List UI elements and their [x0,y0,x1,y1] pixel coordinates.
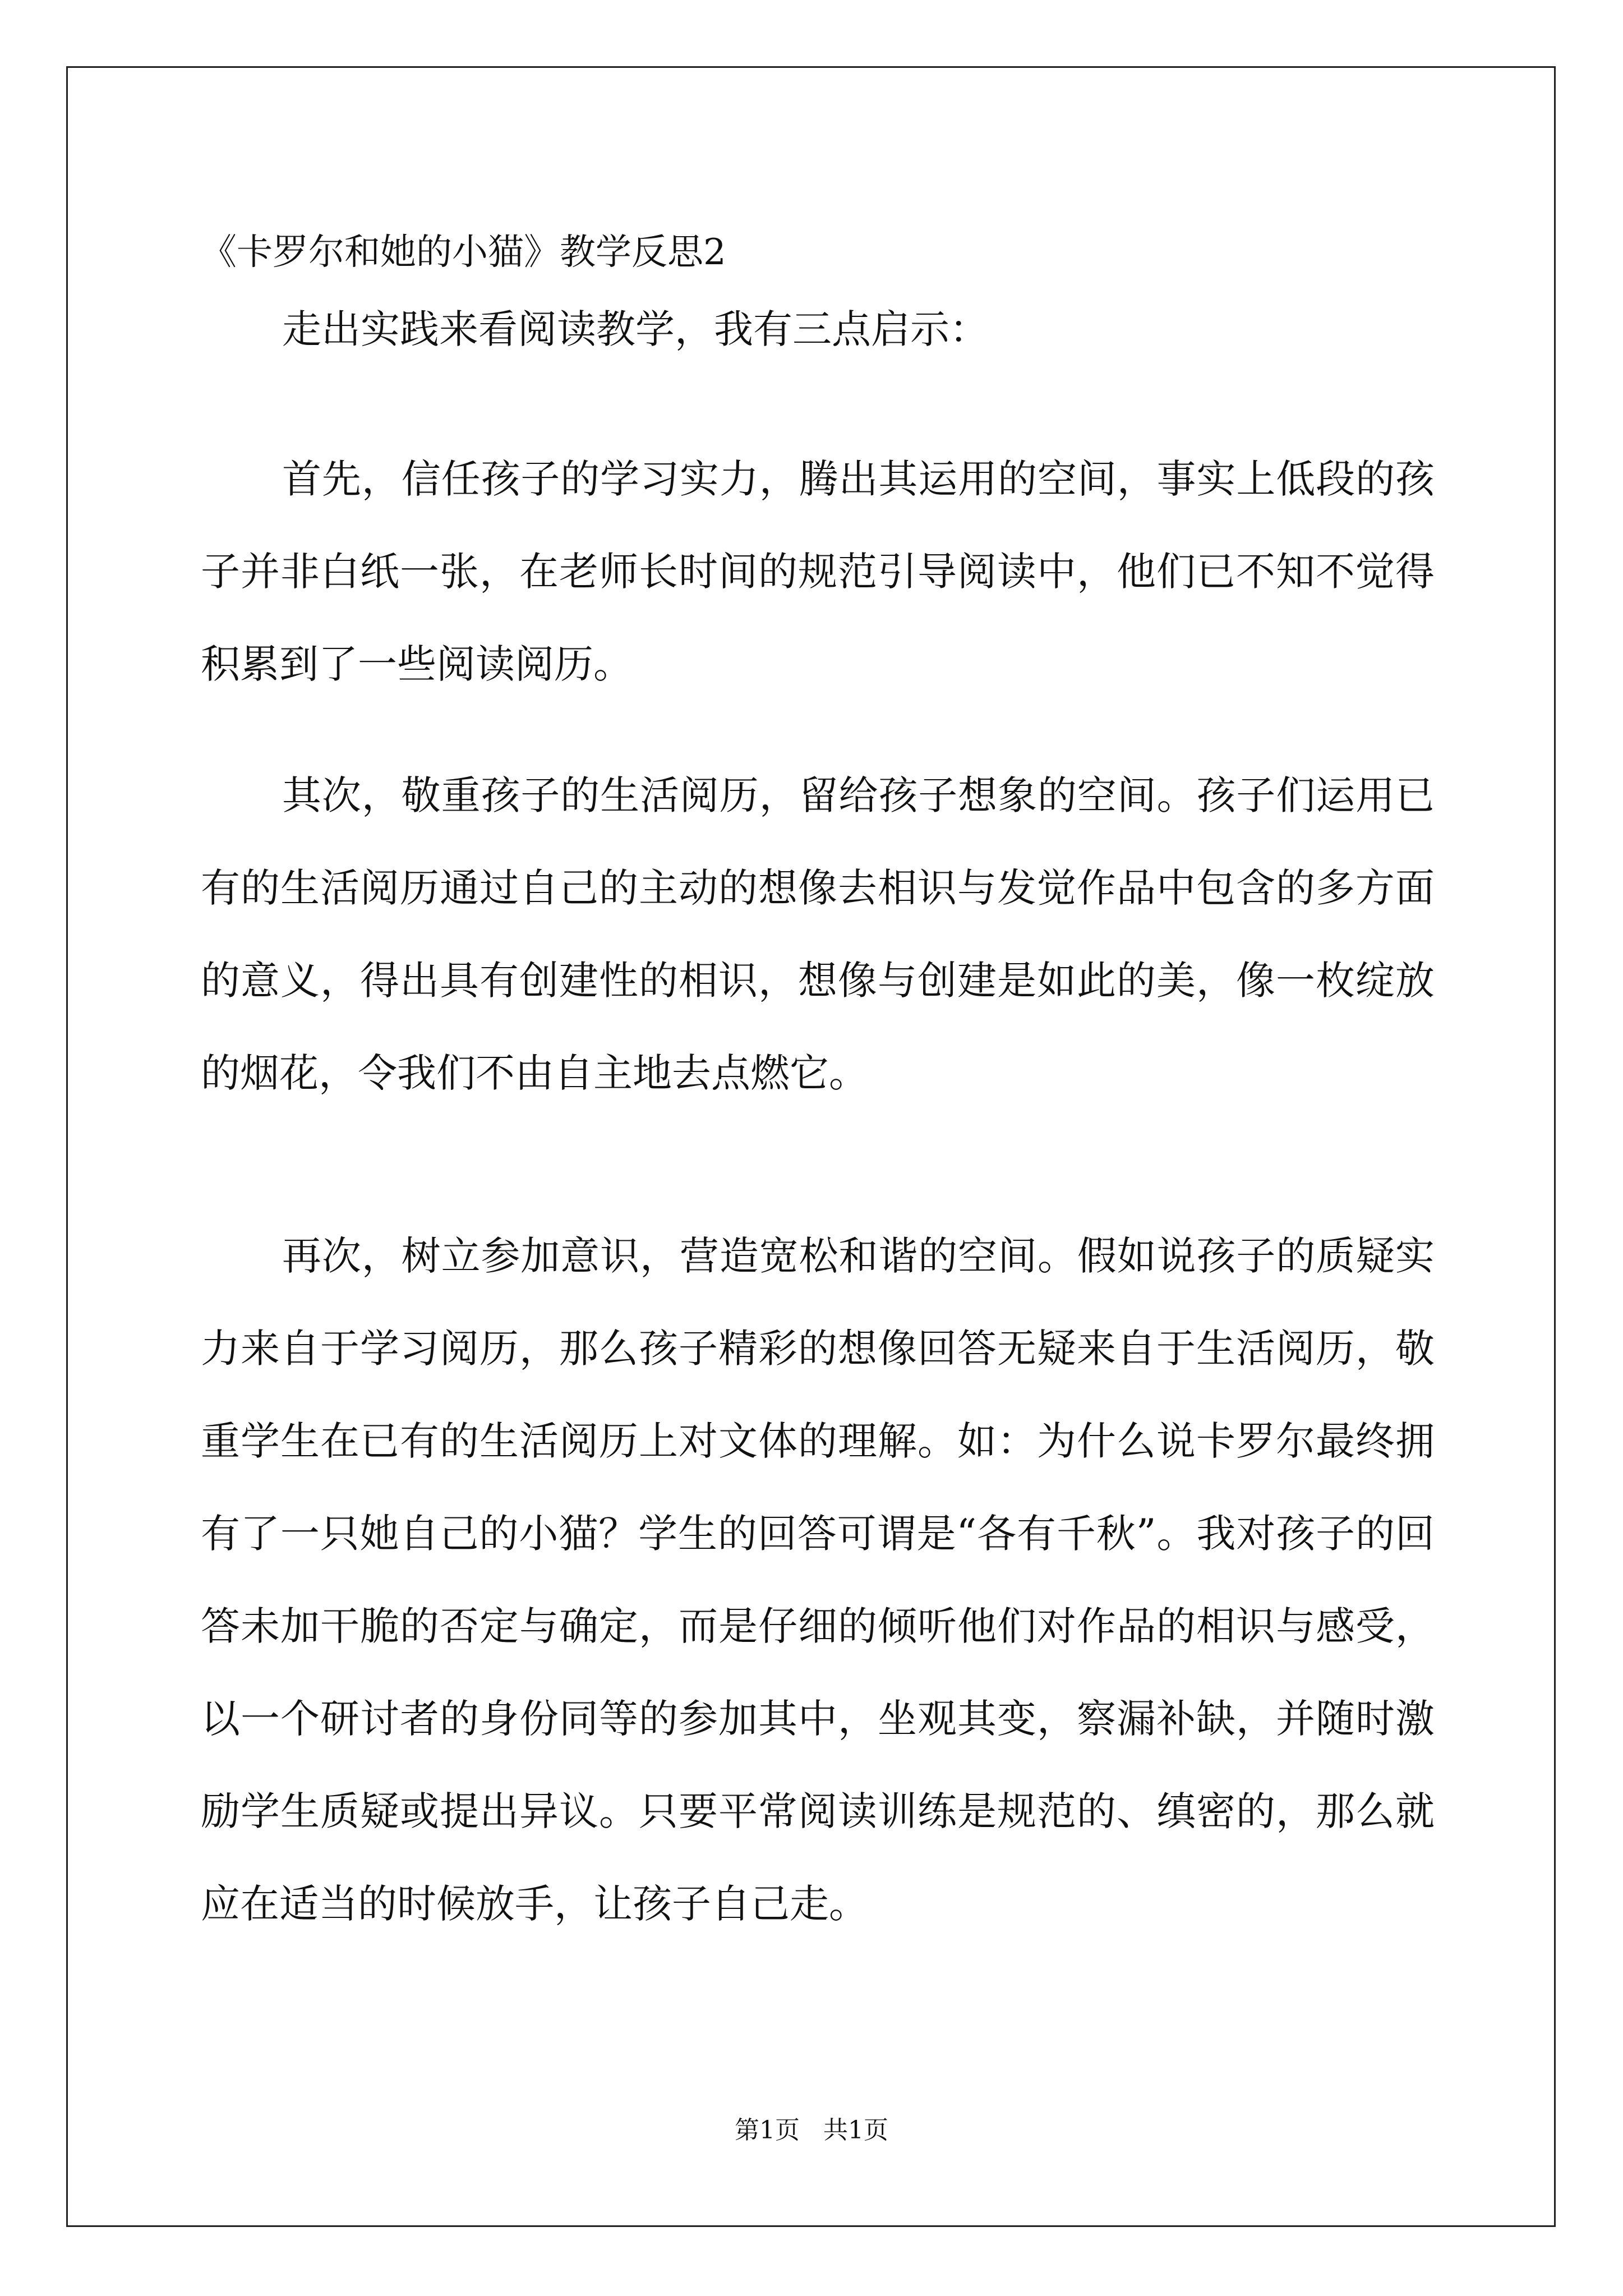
document-title: 《卡罗尔和她的小猫》教学反思2 [201,232,726,273]
paragraph-third-point: 再次，树立参加意识，营造宽松和谐的空间。假如说孩子的质疑实力来自于学习阅历，那么孩子精彩的想像回答无疑来自于生活阅历，敬重学生在已有的生活阅历上对文体的理解。如：为什么说卡罗尔最终拥有了一只她自己的小猫？学生的回答可谓是“各有千秋”。我对孩子的回答未加干脆的否定与确定，而是仔细的倾听他们对作品的相识与感受，以一个研讨者的身份同等的参加其中，坐观其变，察漏补缺，并随时激励学生质疑或提出异议。只要平常阅读训练是规范的、缜密的，那么就应在适当的时候放手，让孩子自己走。 [201,1233,1435,1927]
paragraph-first-point: 首先，信任孩子的学习实力，腾出其运用的空间，事实上低段的孩子并非白纸一张，在老师长时间的规范引导阅读中，他们已不知不觉得积累到了一些阅读阅历。 [201,456,1435,687]
paragraph-second-point: 其次，敬重孩子的生活阅历，留给孩子想象的空间。孩子们运用已有的生活阅历通过自己的主动的想像去相识与发觉作品中包含的多方面的意义，得出具有创建性的相识，想像与创建是如此的美，像一枚绽放的烟花，令我们不由自主地去点燃它。 [201,772,1435,1096]
page-number-footer: 第1页 共1页 [735,2116,888,2145]
paragraph-intro: 走出实践来看阅读教学，我有三点启示： [282,306,989,352]
